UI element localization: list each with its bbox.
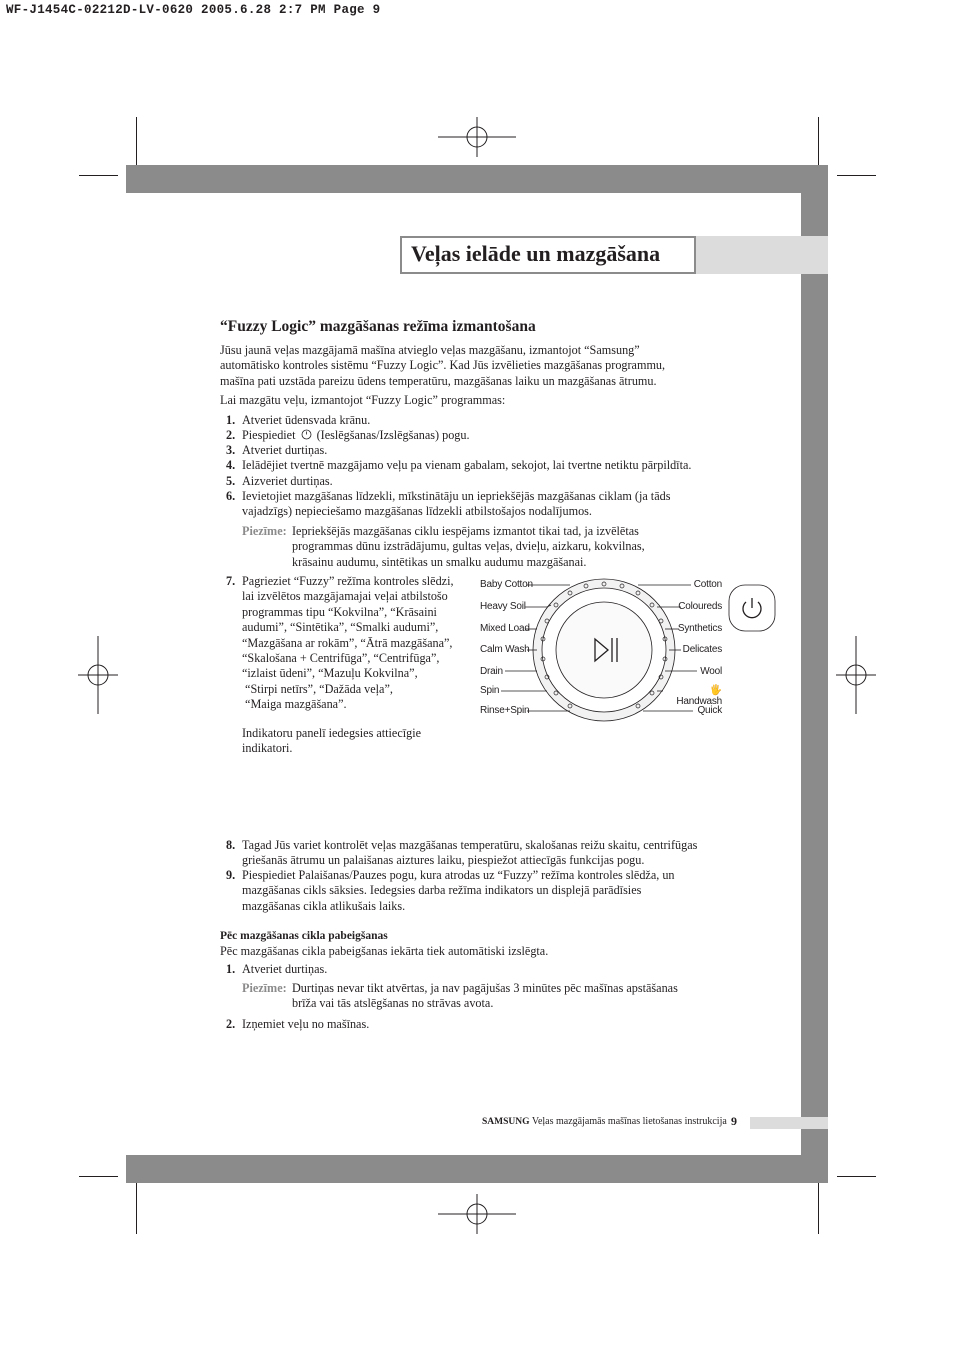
footer-text: SAMSUNG Veļas mazgājamās mašīnas lietošanas instrukcija (482, 1116, 727, 1127)
power-icon (301, 429, 312, 440)
handwash-icon: 🖐 (709, 685, 722, 696)
page-number: 9 (731, 1114, 737, 1128)
note-label: Piezīme: (242, 524, 287, 538)
dial-label-coloureds: Coloureds (678, 601, 722, 612)
page-title: Veļas ielāde un mazgāšana (411, 241, 661, 266)
dial-label-synthetics: Synthetics (677, 623, 722, 634)
dial-label-calm-wash: Calm Wash (480, 644, 530, 655)
bottom-band (126, 1155, 828, 1183)
footer-bar (750, 1117, 828, 1129)
top-band (126, 165, 828, 193)
list-item: Atveriet ūdensvada krānu. (242, 413, 371, 427)
list-item: Tagad Jūs variet kontrolēt veļas mazgāšanas temperatūru, skalošanas reižu skaitu, centrifūgas griešanās ātrumu un palaišanas aiztures laiku, piespiežot attiecīgās funkcijas pogu. (242, 838, 698, 868)
right-band (801, 165, 828, 1183)
list-item: Aizveriet durtiņas. (242, 474, 333, 488)
dial-label-rinse-spin: Rinse+Spin (480, 705, 530, 716)
dial-label-delicates: Delicates (682, 644, 722, 655)
list-item: Izņemiet veļu no mašīnas. (242, 1017, 370, 1031)
step7-text: Pagrieziet “Fuzzy” režīma kontroles slēdzi, lai izvēlētos mazgājamajai veļai atbilstošo programmas tipu “Kokvilna”, “Krāsaini audumi”, “Sintētika”, “Smalki audumi”, “Mazgāšana ar rokām”, “Ātrā mazgāšana”, “Skalošana + Centrifūga”, “Centrifūga”, “izlaist ūdeni”, “Mazuļu Kokvilna”, “Stirpi netīrs”, “Dažāda veļa”, “Maiga mazgāšana”. (242, 574, 454, 712)
list-item: Atveriet durtiņas. (242, 443, 328, 457)
dial-label-mixed-load: Mixed Load (480, 623, 530, 634)
dial-label-drain: Drain (480, 666, 503, 677)
dial-label-cotton: Cotton (693, 579, 722, 590)
note-label: Piezīme: (242, 981, 287, 995)
lead-text: Lai mazgātu veļu, izmantojot “Fuzzy Logic” programmas: (220, 393, 506, 407)
dial-label-spin: Spin (480, 685, 500, 696)
list-item: Ievietojiet mazgāšanas līdzekli, mīkstinātāju un iepriekšējās mazgāšanas ciklam (ja tāds vajadzīgs) nepieciešamo mazgāšanas līdzekli atbilstošajos nodalījumos. (242, 489, 671, 519)
dial-label-handwash: 🖐Handwash (676, 685, 722, 707)
print-stamp: WF-J1454C-02212D-LV-0620 2005.6.28 2:7 PM Page 9 (6, 3, 381, 17)
dial-label-heavy-soil: Heavy Soil (480, 601, 526, 612)
list-item: Piespiediet (Ieslēgšanas/Izslēgšanas) pogu. (242, 428, 470, 442)
dial-label-baby-cotton: Baby Cotton (480, 579, 533, 590)
note-text: Iepriekšējās mazgāšanas ciklu iespējams izmantot tikai tad, ja izvēlētas programmas dūnu izstrādājumu, gultas veļas, dvieļu, aizkaru, kokvilnas, krāsainu audumu, sintētikas un smalku audumu mazgāšanai. (292, 524, 645, 569)
list-item: Piespiediet Palaišanas/Pauzes pogu, kura atrodas uz “Fuzzy” režīma kontroles slēdža, un mazgāšanas cikls sāksies. Iedegsies darba režīma indikators un displejā parādīsies mazgāšanas cikla atlikušais laiks. (242, 868, 675, 913)
note-text: Durtiņas nevar tikt atvērtas, ja nav pagājušas 3 minūtes pēc mašīnas apstāšanas brīža vai tās atslēgšanas no strāvas avota. (292, 981, 678, 1011)
list-item: Atveriet durtiņas. (242, 962, 328, 976)
dial-label-wool: Wool (700, 666, 722, 677)
intro-paragraph: Jūsu jaunā veļas mazgājamā mašīna atvieglo veļas mazgāšanu, izmantojot “Samsung” automātisko kontroles sistēmu “Fuzzy Logic”. Kad Jūs izvēlieties mazgāšanas programmu, mašīna pati uzstāda pareizu ūdens temperatūru, mazgāšanas laiku un mazgāšanas ātrumu. (220, 343, 666, 388)
subsection-heading: Pēc mazgāšanas cikla pabeigšanas (220, 930, 388, 942)
power-button-icon (729, 585, 775, 631)
section-heading: “Fuzzy Logic” mazgāšanas režīma izmantošana (220, 318, 536, 335)
step7-after: Indikatoru panelī iedegsies attiecīgie indikatori. (242, 726, 422, 756)
dial-label-quick: Quick (697, 705, 722, 716)
list-item: Ielādējiet tvertnē mazgājamo veļu pa vienam gabalam, sekojot, lai tvertne netiktu pārpildīta. (242, 458, 692, 472)
after-intro: Pēc mazgāšanas cikla pabeigšanas iekārta tiek automātiski izslēgta. (220, 944, 549, 958)
